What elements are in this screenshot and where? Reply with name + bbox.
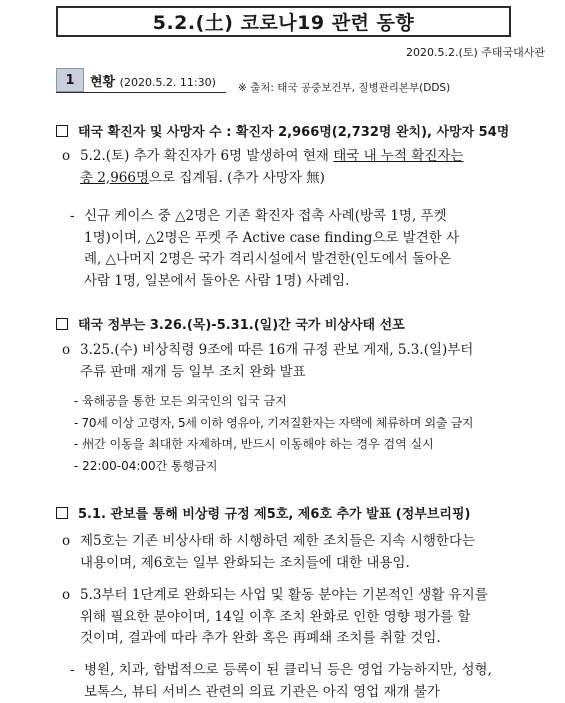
sub-line: 보톡스, 뷰티 서비스 관련의 의료 기관은 아직 영업 재개 불가: [84, 682, 524, 703]
section-title-text: 현황: [90, 75, 115, 90]
heading-text: 태국 정부는 3.26.(목)-5.31.(일)간 국가 비상사태 선포: [78, 318, 405, 333]
bullet-phase-1-easing: [80, 585, 520, 650]
heading-text: 5.1. 관보를 통해 비상령 규정 제5호, 제6호 추가 발표 (정부브리핑): [78, 507, 470, 522]
bullet-line: 주류 판매 재개 등 일부 조치 완화 발표: [80, 362, 520, 384]
bullet-marker: o: [62, 531, 70, 553]
sub-line: 사람 1명, 일본에서 돌아온 사람 1명) 사례임.: [84, 271, 524, 293]
sub-line: 1명)이며, △2명은 푸켓 주 Active case finding으로 발견한 사: [84, 228, 524, 250]
date-line: 2020.5.2.(토) 주태국대사관: [406, 44, 545, 60]
section-header: [56, 68, 226, 92]
document-title: 5.2.(土) 코로나19 관련 동향: [56, 6, 511, 37]
bullet-line: 5.2.(토) 추가 확진자가 6명 발생하여 현재 태국 내 누적 확진자는: [80, 146, 520, 168]
bullet-line: 것이며, 결과에 따라 추가 완화 혹은 再폐쇄 조치를 취할 것임.: [80, 628, 520, 650]
dash-marker: -: [70, 660, 75, 682]
bullet-line: 3.25.(수) 비상칙령 9조에 따른 16개 규정 관보 게재, 5.3.(일)부터: [80, 340, 520, 362]
bullet-marker: o: [62, 340, 70, 362]
section-title: [90, 71, 216, 90]
bullet-line: 내용이며, 제6호는 일부 완화되는 조치들에 대한 내용임.: [80, 553, 520, 575]
section-underline: [56, 92, 226, 93]
sub-item-entry-ban: - 육해공을 통한 모든 외국인의 입국 금지: [74, 391, 473, 413]
bullet-line: 총 2,966명으로 집계됨. (추가 사망자 無): [80, 168, 520, 190]
bullet-decree-5-6: [80, 531, 520, 574]
sub-line: 례, △나머지 2명은 국가 격리시설에서 발견한(인도에서 돌아온: [84, 249, 524, 271]
heading-text: 태국 확진자 및 사망자 수 : 확진자 2,966명(2,732명 완치), 사망자 54명: [78, 125, 509, 140]
sub-item-interprovincial-travel: - 州간 이동을 최대한 자제하며, 반드시 이동해야 하는 경우 검역 실시: [74, 434, 473, 456]
section-number: 1: [56, 68, 84, 92]
dash-marker: -: [70, 206, 75, 228]
sub-line: 신규 케이스 중 △2명은 기존 확진자 접촉 사례(방콕 1명, 푸켓: [84, 206, 524, 228]
source-note: ※ 출처: 태국 공중보건부, 질병관리본부(DDS): [238, 80, 450, 95]
checkbox-square-icon: [56, 125, 68, 137]
heading-confirmed-cases: [56, 121, 509, 140]
bullet-decree-regulations: [80, 340, 520, 383]
checkbox-square-icon: [56, 318, 68, 330]
heading-emergency-decree: [56, 314, 405, 333]
sub-item-elderly-stay-home: - 70세 이상 고령자, 5세 이하 영유아, 기저질환자는 자택에 체류하며 외출 금지: [74, 413, 473, 435]
section-timestamp: (2020.5.2. 11:30): [120, 76, 216, 89]
sub-item-case-breakdown: [84, 206, 524, 292]
bullet-new-cases: [80, 146, 520, 189]
checkbox-square-icon: [56, 507, 68, 519]
sub-item-curfew: - 22:00-04:00간 통행금지: [74, 456, 473, 478]
sub-line: 병원, 치과, 합법적으로 등록이 된 클리닉 등은 영업 가능하지만, 성형,: [84, 660, 524, 682]
bullet-line: 5.3부터 1단계로 완화되는 사업 및 활동 분야는 기본적인 생활 유지를: [80, 585, 520, 607]
bullet-line: 위해 필요한 분야이며, 14일 이후 조치 완화로 인한 영향 평가를 할: [80, 607, 520, 629]
bullet-line: 제5호는 기존 비상사태 하 시행하던 제한 조치들은 지속 시행한다는: [80, 531, 520, 553]
sub-item-clinics: [84, 660, 524, 703]
heading-gazette-announcement: [56, 503, 470, 522]
bullet-marker: o: [62, 585, 70, 607]
bullet-marker: o: [62, 146, 70, 168]
sub-list-decree: [74, 391, 473, 477]
